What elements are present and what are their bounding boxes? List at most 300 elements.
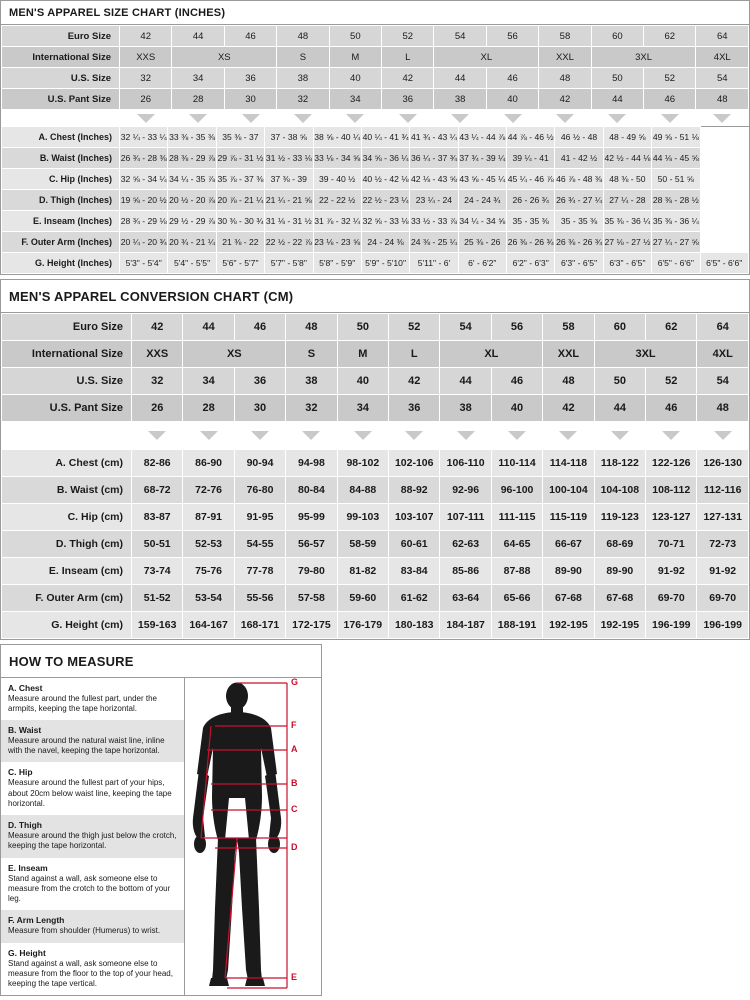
measurement-cell: 35 - 35 ⅜ xyxy=(555,210,603,231)
size-cell: 48 xyxy=(696,89,749,110)
measurement-cell: 21 ⅜ - 22 xyxy=(216,231,264,252)
measurement-cell: 20 ½ - 20 ⅞ xyxy=(168,189,216,210)
chevron-down-icon xyxy=(137,114,155,123)
measure-instruction-title: D. Thigh xyxy=(8,820,42,831)
table-row xyxy=(2,210,749,231)
chevron-down-icon xyxy=(559,431,577,440)
measurement-cell: 35 ⅜ - 36 ¼ xyxy=(603,210,651,231)
measurement-cell: 41 ¾ - 43 ¼ xyxy=(410,126,458,147)
measurement-cell: 26 ⅜ - 26 ¾ xyxy=(555,231,603,252)
size-cell: 46 xyxy=(646,394,697,421)
measure-instruction-title: F. Arm Length xyxy=(8,915,65,926)
size-cell: XS xyxy=(183,340,286,367)
figure-label-c: C xyxy=(291,803,298,814)
body-figure xyxy=(185,678,321,994)
chevron-down-icon xyxy=(242,114,260,123)
body-silhouette-icon xyxy=(185,678,321,994)
cm-section-title: MEN'S APPAREL CONVERSION CHART (CM) xyxy=(1,280,749,313)
measurement-cell: 5'8" - 5'9" xyxy=(313,252,361,273)
measurement-cell: 118-122 xyxy=(594,449,645,476)
measurement-cell: 88-92 xyxy=(389,476,440,503)
size-cell: 46 xyxy=(234,313,285,340)
measurement-cell: 94-98 xyxy=(286,449,337,476)
measurement-cell: 27 ⅛ - 27 ½ xyxy=(603,231,651,252)
size-cell: 56 xyxy=(491,313,542,340)
figure-label-a: A xyxy=(291,743,298,754)
measure-instruction-body: Stand against a wall, ask someone else to measure from the crotch to the bottom of your leg. xyxy=(8,873,171,904)
measurement-cell: 5'11" - 6' xyxy=(410,252,458,273)
measurement-cell: 96-100 xyxy=(491,476,542,503)
size-cell: 52 xyxy=(644,68,696,89)
size-cell: 32 xyxy=(286,394,337,421)
measurement-cell: 83-84 xyxy=(389,557,440,584)
inches-section-title: MEN'S APPAREL SIZE CHART (INCHES) xyxy=(1,1,749,25)
figure-label-g: G xyxy=(291,676,299,687)
measurement-cell: 164-167 xyxy=(183,611,234,638)
size-cell: 32 xyxy=(132,367,183,394)
measurement-cell: 63-64 xyxy=(440,584,491,611)
size-cell: 54 xyxy=(434,26,486,47)
chevron-down-icon xyxy=(508,431,526,440)
measurement-cell: 60-61 xyxy=(389,530,440,557)
measurement-cell: 29 ½ - 29 ⅞ xyxy=(168,210,216,231)
measurement-cell: 180-183 xyxy=(389,611,440,638)
table-row xyxy=(2,89,749,110)
column-arrow-cell xyxy=(286,421,337,448)
measure-instruction-body: Measure around the fullest part, under the armpits, keeping the tape horizontal. xyxy=(8,693,157,713)
inches-size-grid xyxy=(1,25,749,126)
measure-instruction-body: Measure around the thigh just below the crotch, keeping the tape horizontal. xyxy=(8,831,177,851)
chevron-down-icon xyxy=(200,431,218,440)
measurement-cell: 159-163 xyxy=(132,611,183,638)
size-cell: 40 xyxy=(486,89,538,110)
measure-instruction-body: Measure around the fullest part of your hips, about 20cm below waist line, keeping the tape horizontal. xyxy=(8,778,172,808)
row-label: International Size xyxy=(2,47,120,68)
size-cell: XL xyxy=(434,47,539,68)
measurement-cell: 77-78 xyxy=(234,557,285,584)
measurement-cell: 65-66 xyxy=(491,584,542,611)
column-arrow-cell xyxy=(120,110,172,126)
size-cell: S xyxy=(286,340,337,367)
measurement-label: E. Inseam (cm) xyxy=(2,557,132,584)
measurement-cell: 20 ¾ - 21 ¼ xyxy=(168,231,216,252)
measurement-cell: 41 - 42 ½ xyxy=(555,147,603,168)
size-cell: 36 xyxy=(224,68,276,89)
measurement-cell: 45 ¼ - 46 ⅞ xyxy=(507,168,555,189)
measurement-cell: 122-126 xyxy=(646,449,697,476)
measurement-cell: 40 ½ - 42 ⅛ xyxy=(361,168,409,189)
measurement-cell: 67-68 xyxy=(594,584,645,611)
table-row xyxy=(2,189,749,210)
measurement-cell: 83-87 xyxy=(132,503,183,530)
column-arrow-cell xyxy=(434,110,486,126)
measurement-cell: 39 ¼ - 41 xyxy=(507,147,555,168)
size-cell: 34 xyxy=(183,367,234,394)
column-arrow-cell xyxy=(440,421,491,448)
measurement-cell: 69-70 xyxy=(697,584,749,611)
size-cell: XXS xyxy=(132,340,183,367)
size-cell: 30 xyxy=(224,89,276,110)
cm-size-grid xyxy=(1,313,749,449)
measurement-cell: 106-110 xyxy=(440,449,491,476)
size-cell: 26 xyxy=(120,89,172,110)
measure-instruction xyxy=(1,762,184,815)
measurement-label: B. Waist (cm) xyxy=(2,476,132,503)
measurement-cell: 44 ⅛ - 45 ⅝ xyxy=(652,147,700,168)
table-row xyxy=(2,530,749,557)
size-cell: 34 xyxy=(329,89,381,110)
measurement-cell: 196-199 xyxy=(697,611,749,638)
arrow-row xyxy=(2,421,749,448)
size-cell: 54 xyxy=(696,68,749,89)
size-cell: 50 xyxy=(594,367,645,394)
measurement-cell: 39 - 40 ½ xyxy=(313,168,361,189)
measurement-cell: 24 - 24 ¾ xyxy=(458,189,506,210)
measurement-cell: 90-94 xyxy=(234,449,285,476)
chevron-down-icon xyxy=(302,431,320,440)
measurement-cell: 38 ⅝ - 40 ¼ xyxy=(313,126,361,147)
chevron-down-icon xyxy=(457,431,475,440)
measurement-cell: 24 - 24 ⅜ xyxy=(361,231,409,252)
measurement-cell: 123-127 xyxy=(646,503,697,530)
size-cell: 44 xyxy=(591,89,643,110)
size-cell: 4XL xyxy=(696,47,749,68)
column-arrow-cell xyxy=(172,110,224,126)
how-to-measure-list xyxy=(1,678,185,996)
body-figure-panel xyxy=(185,678,321,996)
chevron-down-icon xyxy=(713,114,731,123)
size-cell: 3XL xyxy=(591,47,696,68)
measurement-cell: 32 ⅝ - 34 ¼ xyxy=(120,168,168,189)
measurement-cell: 184-187 xyxy=(440,611,491,638)
measure-instruction-body: Stand against a wall, ask someone else to measure from the floor to the top of your head, keeping the tape vertical. xyxy=(8,958,173,989)
measurement-cell: 76-80 xyxy=(234,476,285,503)
size-cell: 42 xyxy=(120,26,172,47)
measurement-cell: 50 - 51 ⅝ xyxy=(652,168,700,189)
measurement-cell: 35 - 35 ⅜ xyxy=(507,210,555,231)
table-row xyxy=(2,168,749,189)
chevron-down-icon xyxy=(405,431,423,440)
measurement-cell: 89-90 xyxy=(594,557,645,584)
measurement-cell: 188-191 xyxy=(491,611,542,638)
measurement-cell: 46 ⅞ - 48 ⅜ xyxy=(555,168,603,189)
measurement-cell: 55-56 xyxy=(234,584,285,611)
table-row xyxy=(2,449,749,476)
size-cell: 44 xyxy=(434,68,486,89)
size-cell: 62 xyxy=(646,313,697,340)
measurement-cell: 73-74 xyxy=(132,557,183,584)
chevron-down-icon xyxy=(608,114,626,123)
measurement-cell: 37 - 38 ⅝ xyxy=(265,126,313,147)
measurement-cell: 91-95 xyxy=(234,503,285,530)
measurement-cell: 6'5" - 6'6" xyxy=(700,252,749,273)
chevron-down-icon xyxy=(611,431,629,440)
table-row xyxy=(2,394,749,421)
spacer-cell xyxy=(2,110,120,126)
measurement-cell: 33 ½ - 33 ⅞ xyxy=(410,210,458,231)
size-cell: 50 xyxy=(591,68,643,89)
measure-instruction xyxy=(1,720,184,762)
size-cell: L xyxy=(382,47,434,68)
column-arrow-cell xyxy=(132,421,183,448)
size-cell: 46 xyxy=(224,26,276,47)
size-cell: 64 xyxy=(696,26,749,47)
measurement-cell: 54-55 xyxy=(234,530,285,557)
column-arrow-cell xyxy=(491,421,542,448)
size-cell: 52 xyxy=(646,367,697,394)
measurement-cell: 82-86 xyxy=(132,449,183,476)
table-row xyxy=(2,340,749,367)
measurement-cell: 5'3" - 5'4" xyxy=(120,252,168,273)
size-cell: 42 xyxy=(543,394,594,421)
size-cell: 44 xyxy=(172,26,224,47)
measurement-cell: 48 ⅜ - 50 xyxy=(603,168,651,189)
measurement-cell: 44 ⅞ - 46 ½ xyxy=(507,126,555,147)
measurement-label: E. Inseam (Inches) xyxy=(2,210,120,231)
row-label: U.S. Size xyxy=(2,68,120,89)
chevron-down-icon xyxy=(148,431,166,440)
column-arrow-cell xyxy=(183,421,234,448)
measurement-cell: 81-82 xyxy=(337,557,388,584)
table-row xyxy=(2,252,749,273)
measurement-cell: 5'7" - 5'8" xyxy=(265,252,313,273)
chevron-down-icon xyxy=(294,114,312,123)
size-cell: 30 xyxy=(234,394,285,421)
column-arrow-cell xyxy=(591,110,643,126)
measurement-cell: 26 ⅜ - 26 ¾ xyxy=(507,231,555,252)
size-cell: 48 xyxy=(539,68,591,89)
measurement-cell: 99-103 xyxy=(337,503,388,530)
measurement-cell: 87-88 xyxy=(491,557,542,584)
measurement-cell: 80-84 xyxy=(286,476,337,503)
chevron-down-icon xyxy=(251,431,269,440)
size-cell: 64 xyxy=(697,313,749,340)
size-cell: 38 xyxy=(434,89,486,110)
table-row xyxy=(2,26,749,47)
measurement-cell: 28 ⅜ - 29 ⅞ xyxy=(168,147,216,168)
table-row xyxy=(2,611,749,638)
measurement-cell: 102-106 xyxy=(389,449,440,476)
table-row xyxy=(2,68,749,89)
table-row xyxy=(2,147,749,168)
measure-instruction-title: G. Height xyxy=(8,947,46,958)
table-row xyxy=(2,367,749,394)
measurement-cell: 30 ⅜ - 30 ¾ xyxy=(216,210,264,231)
size-cell: XXL xyxy=(539,47,591,68)
measure-instruction xyxy=(1,858,184,911)
measurement-cell: 49 ⅝ - 51 ⅛ xyxy=(652,126,700,147)
column-arrow-cell xyxy=(389,421,440,448)
measurement-cell: 6' - 6'2" xyxy=(458,252,506,273)
measurement-cell: 26 - 26 ¾ xyxy=(507,189,555,210)
measurement-cell: 31 ⅛ - 31 ½ xyxy=(265,210,313,231)
measurement-cell: 22 ½ - 23 ¼ xyxy=(361,189,409,210)
measurement-cell: 108-112 xyxy=(646,476,697,503)
row-label: U.S. Size xyxy=(2,367,132,394)
size-cell: 44 xyxy=(594,394,645,421)
measurement-cell: 84-88 xyxy=(337,476,388,503)
how-to-measure-section xyxy=(0,644,322,997)
column-arrow-cell xyxy=(337,421,388,448)
measurement-cell: 22 - 22 ½ xyxy=(313,189,361,210)
size-cell: L xyxy=(389,340,440,367)
size-cell: 42 xyxy=(389,367,440,394)
size-cell: 34 xyxy=(337,394,388,421)
measurement-cell: 168-171 xyxy=(234,611,285,638)
measurement-cell: 68-72 xyxy=(132,476,183,503)
measurement-cell: 43 ¼ - 44 ⅞ xyxy=(458,126,506,147)
measurement-cell: 114-118 xyxy=(543,449,594,476)
measurement-label: D. Thigh (Inches) xyxy=(2,189,120,210)
measurement-cell: 59-60 xyxy=(337,584,388,611)
column-arrow-cell xyxy=(486,110,538,126)
measurement-cell: 119-123 xyxy=(594,503,645,530)
measurement-cell: 64-65 xyxy=(491,530,542,557)
measurement-cell: 111-115 xyxy=(491,503,542,530)
row-label: International Size xyxy=(2,340,132,367)
measure-instruction-body: Measure around the natural waist line, inline with the navel, keeping the tape horizontal. xyxy=(8,735,165,756)
measurement-label: B. Waist (Inches) xyxy=(2,147,120,168)
measurement-cell: 6'3" - 6'5" xyxy=(603,252,651,273)
measurement-cell: 26 ¾ - 27 ¼ xyxy=(555,189,603,210)
inches-section xyxy=(0,0,750,275)
size-cell: 42 xyxy=(539,89,591,110)
size-cell: 42 xyxy=(382,68,434,89)
measure-instruction xyxy=(1,910,184,942)
measurement-label: A. Chest (cm) xyxy=(2,449,132,476)
size-cell: 62 xyxy=(644,26,696,47)
size-cell: XXL xyxy=(543,340,594,367)
cm-section xyxy=(0,279,750,640)
size-cell: 46 xyxy=(491,367,542,394)
measure-instruction xyxy=(1,678,184,720)
table-row xyxy=(2,47,749,68)
measurement-cell: 29 ⅞ - 31 ½ xyxy=(216,147,264,168)
measurement-cell: 107-111 xyxy=(440,503,491,530)
measurement-cell: 25 ⅜ - 26 xyxy=(458,231,506,252)
column-arrow-cell xyxy=(277,110,329,126)
measurement-cell: 192-195 xyxy=(543,611,594,638)
measurement-cell: 35 ⅜ - 36 ¼ xyxy=(652,210,700,231)
measurement-cell: 67-68 xyxy=(543,584,594,611)
table-row xyxy=(2,313,749,340)
measurement-cell: 104-108 xyxy=(594,476,645,503)
measurement-cell: 192-195 xyxy=(594,611,645,638)
row-label: Euro Size xyxy=(2,313,132,340)
measurement-cell: 95-99 xyxy=(286,503,337,530)
chevron-down-icon xyxy=(556,114,574,123)
measurement-cell: 37 ¾ - 39 ¼ xyxy=(458,147,506,168)
size-cell: 34 xyxy=(172,68,224,89)
measurement-cell: 35 ⅞ - 37 ⅜ xyxy=(216,168,264,189)
figure-label-b: B xyxy=(291,777,298,788)
measurement-cell: 21 ¼ - 21 ⅝ xyxy=(265,189,313,210)
column-arrow-cell xyxy=(382,110,434,126)
measure-instruction-title: B. Waist xyxy=(8,724,42,735)
measurement-cell: 70-71 xyxy=(646,530,697,557)
column-arrow-cell xyxy=(539,110,591,126)
size-cell: 36 xyxy=(389,394,440,421)
chevron-down-icon xyxy=(662,431,680,440)
measurement-cell: 196-199 xyxy=(646,611,697,638)
size-cell: 32 xyxy=(120,68,172,89)
size-cell: 48 xyxy=(277,26,329,47)
measurement-cell: 53-54 xyxy=(183,584,234,611)
chevron-down-icon xyxy=(346,114,364,123)
size-cell: 28 xyxy=(172,89,224,110)
column-arrow-cell xyxy=(224,110,276,126)
measurement-cell: 56-57 xyxy=(286,530,337,557)
size-cell: 28 xyxy=(183,394,234,421)
chevron-down-icon xyxy=(451,114,469,123)
measurement-cell: 68-69 xyxy=(594,530,645,557)
measurement-cell: 20 ⅞ - 21 ¼ xyxy=(216,189,264,210)
measurement-cell: 6'3" - 6'5" xyxy=(555,252,603,273)
measurement-label: F. Outer Arm (cm) xyxy=(2,584,132,611)
measurement-label: G. Height (cm) xyxy=(2,611,132,638)
measurement-cell: 36 ¼ - 37 ¾ xyxy=(410,147,458,168)
measurement-cell: 72-76 xyxy=(183,476,234,503)
measurement-cell: 32 ¼ - 33 ¼ xyxy=(120,126,168,147)
measurement-cell: 85-86 xyxy=(440,557,491,584)
column-arrow-cell xyxy=(234,421,285,448)
measurement-cell: 75-76 xyxy=(183,557,234,584)
size-cell: 50 xyxy=(329,26,381,47)
measurement-cell: 72-73 xyxy=(697,530,749,557)
measurement-cell: 37 ⅜ - 39 xyxy=(265,168,313,189)
column-arrow-cell xyxy=(543,421,594,448)
size-cell: 3XL xyxy=(594,340,697,367)
size-cell: 38 xyxy=(440,394,491,421)
column-arrow-cell xyxy=(696,110,749,126)
size-cell: XL xyxy=(440,340,543,367)
measure-instruction xyxy=(1,943,184,996)
measurement-cell: 19 ⅝ - 20 ½ xyxy=(120,189,168,210)
measurement-cell: 34 ⅝ - 36 ¼ xyxy=(361,147,409,168)
measurement-cell: 51-52 xyxy=(132,584,183,611)
chevron-down-icon xyxy=(661,114,679,123)
measurement-cell: 79-80 xyxy=(286,557,337,584)
figure-label-f: F xyxy=(291,719,297,730)
size-cell: 46 xyxy=(644,89,696,110)
measurement-cell: 6'2" - 6'3" xyxy=(507,252,555,273)
measurement-cell: 98-102 xyxy=(337,449,388,476)
measurement-cell: 43 ⅝ - 45 ¼ xyxy=(458,168,506,189)
column-arrow-cell xyxy=(329,110,381,126)
measurement-cell: 112-116 xyxy=(697,476,749,503)
spacer-cell xyxy=(2,421,132,448)
size-cell: 38 xyxy=(286,367,337,394)
measurement-cell: 62-63 xyxy=(440,530,491,557)
measurement-cell: 5'6" - 5'7" xyxy=(216,252,264,273)
measurement-cell: 48 - 49 ⅝ xyxy=(603,126,651,147)
measurement-cell: 103-107 xyxy=(389,503,440,530)
measurement-cell: 31 ⅞ - 32 ¼ xyxy=(313,210,361,231)
measurement-cell: 34 ¼ - 35 ⅞ xyxy=(168,168,216,189)
measurement-label: C. Hip (cm) xyxy=(2,503,132,530)
size-cell: 52 xyxy=(389,313,440,340)
measurement-cell: 91-92 xyxy=(646,557,697,584)
measurement-cell: 42 ½ - 44 ⅛ xyxy=(603,147,651,168)
size-cell: 26 xyxy=(132,394,183,421)
column-arrow-cell xyxy=(646,421,697,448)
measure-instruction-title: A. Chest xyxy=(8,682,43,693)
row-label: U.S. Pant Size xyxy=(2,89,120,110)
measurement-cell: 87-91 xyxy=(183,503,234,530)
table-row xyxy=(2,557,749,584)
measurement-cell: 20 ¼ - 20 ¾ xyxy=(120,231,168,252)
inches-measurement-table xyxy=(1,126,749,274)
